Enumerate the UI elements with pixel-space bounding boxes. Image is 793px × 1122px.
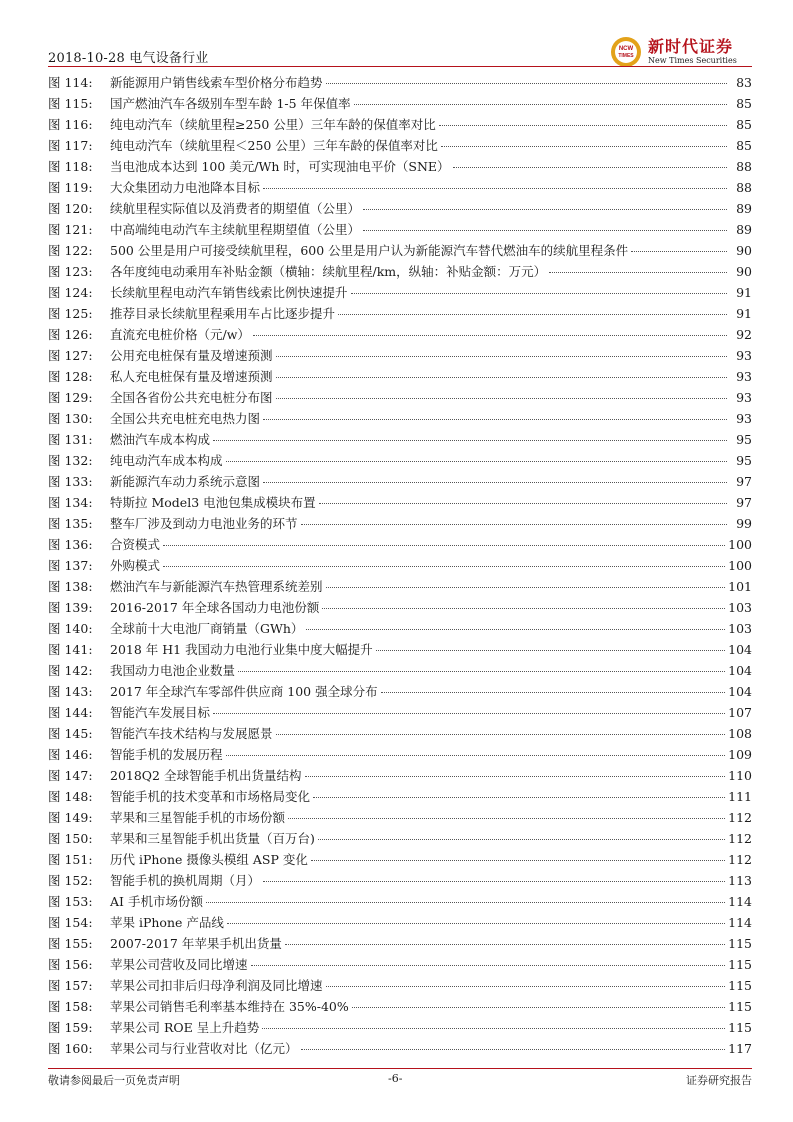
toc-page-number: 88 xyxy=(736,180,752,195)
toc-entry[interactable] xyxy=(48,892,752,913)
toc-figure-number: 图 145: xyxy=(48,726,93,741)
footer-report-type: 证券研究报告 xyxy=(686,1074,752,1087)
toc-figure-title: 全球前十大电池厂商销量（GWh） xyxy=(110,621,304,636)
toc-entry[interactable] xyxy=(48,451,752,472)
toc-leader-dots xyxy=(263,419,727,420)
toc-figure-title: 长续航里程电动汽车销售线索比例快速提升 xyxy=(110,285,348,300)
toc-page-number: 107 xyxy=(728,705,752,720)
toc-figure-title: 国产燃油汽车各级别车型车龄 1-5 年保值率 xyxy=(110,96,351,111)
toc-entry[interactable] xyxy=(48,745,752,766)
toc-entry[interactable] xyxy=(48,808,752,829)
toc-page-number: 90 xyxy=(736,264,752,279)
toc-figure-number: 图 114: xyxy=(48,75,93,90)
toc-leader-dots xyxy=(253,335,727,336)
toc-figure-number: 图 132: xyxy=(48,453,93,468)
toc-page-number: 89 xyxy=(736,222,752,237)
toc-figure-title: 智能手机的发展历程 xyxy=(110,747,223,762)
toc-entry[interactable] xyxy=(48,472,752,493)
toc-entry[interactable] xyxy=(48,850,752,871)
page-header xyxy=(48,30,752,74)
toc-figure-number: 图 153: xyxy=(48,894,93,909)
toc-leader-dots xyxy=(276,734,726,735)
toc-page-number: 101 xyxy=(728,579,752,594)
toc-figure-title: 2007-2017 年苹果手机出货量 xyxy=(110,936,282,951)
toc-figure-title: 2017 年全球汽车零部件供应商 100 强全球分布 xyxy=(110,684,378,699)
toc-entry[interactable] xyxy=(48,598,752,619)
toc-figure-title: 我国动力电池企业数量 xyxy=(110,663,236,678)
toc-figure-title: 苹果公司与行业营收对比（亿元） xyxy=(110,1041,298,1056)
toc-leader-dots xyxy=(354,104,727,105)
toc-figure-title: 当电池成本达到 100 美元/Wh 时，可实现油电平价（SNE） xyxy=(110,159,450,174)
toc-figure-number: 图 149: xyxy=(48,810,93,825)
toc-entry[interactable] xyxy=(48,136,752,157)
toc-entry[interactable] xyxy=(48,871,752,892)
toc-figure-number: 图 141: xyxy=(48,642,93,657)
toc-entry[interactable] xyxy=(48,619,752,640)
toc-entry[interactable] xyxy=(48,388,752,409)
page-number: -6- xyxy=(388,1072,403,1085)
toc-figure-title: 续航里程实际值以及消费者的期望值（公里） xyxy=(110,201,361,216)
toc-leader-dots xyxy=(163,566,725,567)
toc-page-number: 110 xyxy=(728,768,752,783)
toc-leader-dots xyxy=(227,923,725,924)
toc-entry[interactable] xyxy=(48,997,752,1018)
toc-figure-title: 全国公共充电桩充电热力图 xyxy=(110,411,261,426)
toc-page-number: 91 xyxy=(736,285,752,300)
footer-disclaimer: 敬请参阅最后一页免责声明 xyxy=(48,1074,180,1087)
toc-entry[interactable] xyxy=(48,262,752,283)
toc-leader-dots xyxy=(301,524,727,525)
toc-figure-number: 图 129: xyxy=(48,390,93,405)
toc-leader-dots xyxy=(306,629,725,630)
toc-page-number: 83 xyxy=(736,75,752,90)
toc-page-number: 85 xyxy=(736,117,752,132)
toc-figure-title: 智能汽车技术结构与发展愿景 xyxy=(110,726,273,741)
toc-entry[interactable] xyxy=(48,577,752,598)
toc-page-number: 108 xyxy=(728,726,752,741)
toc-page-number: 93 xyxy=(736,348,752,363)
toc-entry[interactable] xyxy=(48,304,752,325)
toc-entry[interactable] xyxy=(48,640,752,661)
toc-figure-number: 图 159: xyxy=(48,1020,93,1035)
svg-text:TIMES: TIMES xyxy=(618,53,634,59)
toc-figure-title: 特斯拉 Model3 电池包集成模块布置 xyxy=(110,495,316,510)
toc-leader-dots xyxy=(363,230,727,231)
toc-leader-dots xyxy=(206,902,725,903)
toc-entry[interactable] xyxy=(48,1039,752,1060)
toc-entry[interactable] xyxy=(48,976,752,997)
toc-entry[interactable] xyxy=(48,73,752,94)
toc-entry[interactable] xyxy=(48,1018,752,1039)
toc-figure-number: 图 126: xyxy=(48,327,93,342)
toc-page-number: 99 xyxy=(736,516,752,531)
toc-entry[interactable] xyxy=(48,493,752,514)
toc-figure-number: 图 134: xyxy=(48,495,93,510)
toc-page-number: 114 xyxy=(728,894,752,909)
toc-figure-title: 私人充电桩保有量及增速预测 xyxy=(110,369,273,384)
toc-leader-dots xyxy=(288,818,725,819)
toc-page-number: 85 xyxy=(736,138,752,153)
toc-leader-dots xyxy=(313,797,725,798)
toc-page-number: 93 xyxy=(736,369,752,384)
toc-entry[interactable] xyxy=(48,220,752,241)
toc-page-number: 91 xyxy=(736,306,752,321)
toc-entry[interactable] xyxy=(48,934,752,955)
toc-figure-number: 图 148: xyxy=(48,789,93,804)
toc-figure-title: 苹果 iPhone 产品线 xyxy=(110,915,224,930)
toc-figure-title: 燃油汽车与新能源汽车热管理系统差别 xyxy=(110,579,323,594)
toc-leader-dots xyxy=(439,125,727,126)
toc-leader-dots xyxy=(311,860,725,861)
toc-figure-title: 2016-2017 年全球各国动力电池份额 xyxy=(110,600,320,615)
toc-entry[interactable] xyxy=(48,724,752,745)
toc-page-number: 97 xyxy=(736,474,752,489)
toc-figure-title: 苹果公司扣非后归母净利润及同比增速 xyxy=(110,978,323,993)
toc-figure-number: 图 140: xyxy=(48,621,93,636)
toc-leader-dots xyxy=(263,881,725,882)
toc-figure-title: 2018Q2 全球智能手机出货量结构 xyxy=(110,768,302,783)
toc-page-number: 97 xyxy=(736,495,752,510)
toc-figure-title: 纯电动汽车成本构成 xyxy=(110,453,223,468)
toc-figure-number: 图 131: xyxy=(48,432,93,447)
logo-company-name-en: New Times Securities xyxy=(648,56,737,65)
toc-leader-dots xyxy=(319,503,727,504)
toc-leader-dots xyxy=(226,461,727,462)
page-footer xyxy=(48,1072,752,1092)
toc-page-number: 115 xyxy=(728,978,752,993)
toc-leader-dots xyxy=(276,398,727,399)
toc-entry[interactable] xyxy=(48,661,752,682)
toc-figure-number: 图 121: xyxy=(48,222,93,237)
toc-figure-title: 中高端纯电动汽车主续航里程期望值（公里） xyxy=(110,222,361,237)
toc-leader-dots xyxy=(305,776,726,777)
toc-entry[interactable] xyxy=(48,241,752,262)
toc-figure-title: 整车厂涉及到动力电池业务的环节 xyxy=(110,516,298,531)
toc-figure-title: 苹果公司 ROE 呈上升趋势 xyxy=(110,1020,260,1035)
toc-figure-number: 图 143: xyxy=(48,684,93,699)
toc-figure-number: 图 137: xyxy=(48,558,93,573)
toc-figure-title: 新能源汽车动力系统示意图 xyxy=(110,474,261,489)
toc-leader-dots xyxy=(322,608,725,609)
toc-page-number: 95 xyxy=(736,432,752,447)
toc-figure-title: 2018 年 H1 我国动力电池行业集中度大幅提升 xyxy=(110,642,373,657)
toc-page-number: 112 xyxy=(728,810,752,825)
toc-page-number: 115 xyxy=(728,957,752,972)
logo-mark-icon xyxy=(610,36,642,68)
toc-figure-number: 图 124: xyxy=(48,285,93,300)
toc-entry[interactable] xyxy=(48,703,752,724)
toc-figure-title: 纯电动汽车（续航里程＜250 公里）三年车龄的保值率对比 xyxy=(110,138,438,153)
toc-figure-title: 燃油汽车成本构成 xyxy=(110,432,211,447)
toc-leader-dots xyxy=(213,713,725,714)
toc-entry[interactable] xyxy=(48,367,752,388)
toc-leader-dots xyxy=(238,671,725,672)
toc-figure-title: 纯电动汽车（续航里程≥250 公里）三年车龄的保值率对比 xyxy=(110,117,436,132)
toc-entry[interactable] xyxy=(48,514,752,535)
toc-leader-dots xyxy=(351,293,727,294)
toc-page-number: 100 xyxy=(728,558,752,573)
toc-leader-dots xyxy=(213,440,727,441)
toc-page-number: 93 xyxy=(736,390,752,405)
toc-leader-dots xyxy=(376,650,726,651)
toc-page-number: 89 xyxy=(736,201,752,216)
toc-leader-dots xyxy=(263,482,727,483)
toc-entry[interactable] xyxy=(48,682,752,703)
toc-leader-dots xyxy=(163,545,725,546)
toc-entry[interactable] xyxy=(48,346,752,367)
toc-page-number: 95 xyxy=(736,453,752,468)
toc-leader-dots xyxy=(318,839,725,840)
toc-figure-number: 图 156: xyxy=(48,957,93,972)
footer-divider xyxy=(48,1068,752,1069)
toc-figure-title: 新能源用户销售线索车型价格分布趋势 xyxy=(110,75,323,90)
toc-page-number: 115 xyxy=(728,1020,752,1035)
toc-page-number: 109 xyxy=(728,747,752,762)
toc-entry[interactable] xyxy=(48,115,752,136)
toc-figure-title: 历代 iPhone 摄像头模组 ASP 变化 xyxy=(110,852,308,867)
toc-figure-title: 大众集团动力电池降本目标 xyxy=(110,180,261,195)
toc-page-number: 117 xyxy=(728,1041,752,1056)
toc-page-number: 112 xyxy=(728,831,752,846)
toc-leader-dots xyxy=(251,965,726,966)
toc-figure-number: 图 155: xyxy=(48,936,93,951)
toc-page-number: 103 xyxy=(728,621,752,636)
toc-page-number: 100 xyxy=(728,537,752,552)
toc-figure-title: 合资模式 xyxy=(110,537,161,552)
figure-list xyxy=(48,73,752,1060)
toc-figure-number: 图 119: xyxy=(48,180,93,195)
toc-figure-number: 图 154: xyxy=(48,915,93,930)
toc-page-number: 104 xyxy=(728,642,752,657)
toc-leader-dots xyxy=(276,377,727,378)
toc-figure-title: AI 手机市场份额 xyxy=(110,894,203,909)
toc-page-number: 103 xyxy=(728,600,752,615)
toc-figure-number: 图 146: xyxy=(48,747,93,762)
toc-page-number: 104 xyxy=(728,663,752,678)
toc-entry[interactable] xyxy=(48,94,752,115)
toc-figure-number: 图 120: xyxy=(48,201,93,216)
toc-figure-number: 图 144: xyxy=(48,705,93,720)
toc-entry[interactable] xyxy=(48,178,752,199)
toc-page-number: 114 xyxy=(728,915,752,930)
toc-entry[interactable] xyxy=(48,325,752,346)
toc-figure-number: 图 125: xyxy=(48,306,93,321)
toc-figure-number: 图 158: xyxy=(48,999,93,1014)
toc-figure-number: 图 133: xyxy=(48,474,93,489)
toc-leader-dots xyxy=(338,314,727,315)
toc-leader-dots xyxy=(276,356,727,357)
toc-leader-dots xyxy=(262,1028,725,1029)
logo-company-name-cn: 新时代证券 xyxy=(648,37,734,56)
toc-figure-number: 图 157: xyxy=(48,978,93,993)
toc-figure-number: 图 128: xyxy=(48,369,93,384)
toc-page-number: 85 xyxy=(736,96,752,111)
toc-entry[interactable] xyxy=(48,283,752,304)
header-divider xyxy=(48,66,752,67)
toc-leader-dots xyxy=(381,692,726,693)
toc-leader-dots xyxy=(326,587,726,588)
toc-entry[interactable] xyxy=(48,157,752,178)
toc-leader-dots xyxy=(301,1049,726,1050)
toc-figure-number: 图 150: xyxy=(48,831,93,846)
toc-figure-title: 智能手机的换机周期（月） xyxy=(110,873,261,888)
toc-figure-title: 外购模式 xyxy=(110,558,161,573)
toc-figure-title: 全国各省份公共充电桩分布图 xyxy=(110,390,273,405)
toc-figure-number: 图 118: xyxy=(48,159,93,174)
toc-figure-number: 图 139: xyxy=(48,600,93,615)
toc-figure-number: 图 138: xyxy=(48,579,93,594)
toc-figure-number: 图 117: xyxy=(48,138,93,153)
toc-leader-dots xyxy=(326,986,726,987)
header-date-industry: 2018-10-28 电气设备行业 xyxy=(48,51,209,66)
toc-entry[interactable] xyxy=(48,556,752,577)
toc-page-number: 113 xyxy=(728,873,752,888)
toc-page-number: 93 xyxy=(736,411,752,426)
toc-entry[interactable] xyxy=(48,535,752,556)
toc-figure-title: 各年度纯电动乘用车补贴金额（横轴：续航里程/km，纵轴：补贴金额：万元） xyxy=(110,264,547,279)
svg-text:NCW: NCW xyxy=(618,46,634,52)
toc-leader-dots xyxy=(326,83,727,84)
toc-entry[interactable] xyxy=(48,766,752,787)
toc-figure-title: 公用充电桩保有量及增速预测 xyxy=(110,348,273,363)
toc-leader-dots xyxy=(263,188,727,189)
toc-figure-title: 苹果和三星智能手机出货量（百万台) xyxy=(110,831,315,846)
toc-page-number: 90 xyxy=(736,243,752,258)
toc-figure-title: 苹果公司销售毛利率基本维持在 35%-40% xyxy=(110,999,349,1014)
toc-entry[interactable] xyxy=(48,430,752,451)
toc-page-number: 92 xyxy=(736,327,752,342)
toc-page-number: 111 xyxy=(728,789,752,804)
toc-leader-dots xyxy=(226,755,726,756)
toc-figure-number: 图 130: xyxy=(48,411,93,426)
toc-leader-dots xyxy=(363,209,727,210)
toc-page-number: 88 xyxy=(736,159,752,174)
toc-figure-title: 推荐目录长续航里程乘用车占比逐步提升 xyxy=(110,306,336,321)
company-logo xyxy=(552,30,752,74)
toc-entry[interactable] xyxy=(48,409,752,430)
toc-figure-number: 图 122: xyxy=(48,243,93,258)
toc-page-number: 115 xyxy=(728,936,752,951)
toc-figure-title: 智能手机的技术变革和市场格局变化 xyxy=(110,789,311,804)
toc-figure-number: 图 135: xyxy=(48,516,93,531)
toc-leader-dots xyxy=(352,1007,725,1008)
toc-page-number: 112 xyxy=(728,852,752,867)
toc-figure-title: 智能汽车发展目标 xyxy=(110,705,211,720)
toc-figure-number: 图 160: xyxy=(48,1041,93,1056)
toc-figure-number: 图 151: xyxy=(48,852,93,867)
toc-figure-title: 500 公里是用户可接受续航里程，600 公里是用户认为新能源汽车替代燃油车的续航里程条件 xyxy=(110,243,629,258)
toc-leader-dots xyxy=(631,251,727,252)
toc-figure-number: 图 115: xyxy=(48,96,93,111)
toc-entry[interactable] xyxy=(48,955,752,976)
toc-figure-number: 图 142: xyxy=(48,663,93,678)
toc-entry[interactable] xyxy=(48,787,752,808)
toc-entry[interactable] xyxy=(48,199,752,220)
toc-figure-title: 苹果公司营收及同比增速 xyxy=(110,957,248,972)
toc-figure-title: 苹果和三星智能手机的市场份额 xyxy=(110,810,286,825)
toc-leader-dots xyxy=(441,146,727,147)
toc-leader-dots xyxy=(285,944,725,945)
toc-page-number: 115 xyxy=(728,999,752,1014)
toc-figure-number: 图 123: xyxy=(48,264,93,279)
toc-page-number: 104 xyxy=(728,684,752,699)
toc-figure-number: 图 116: xyxy=(48,117,93,132)
toc-figure-number: 图 147: xyxy=(48,768,93,783)
toc-figure-number: 图 136: xyxy=(48,537,93,552)
toc-figure-number: 图 127: xyxy=(48,348,93,363)
toc-leader-dots xyxy=(549,272,727,273)
toc-leader-dots xyxy=(453,167,727,168)
toc-entry[interactable] xyxy=(48,829,752,850)
toc-figure-title: 直流充电桩价格（元/w） xyxy=(110,327,250,342)
toc-figure-number: 图 152: xyxy=(48,873,93,888)
toc-entry[interactable] xyxy=(48,913,752,934)
